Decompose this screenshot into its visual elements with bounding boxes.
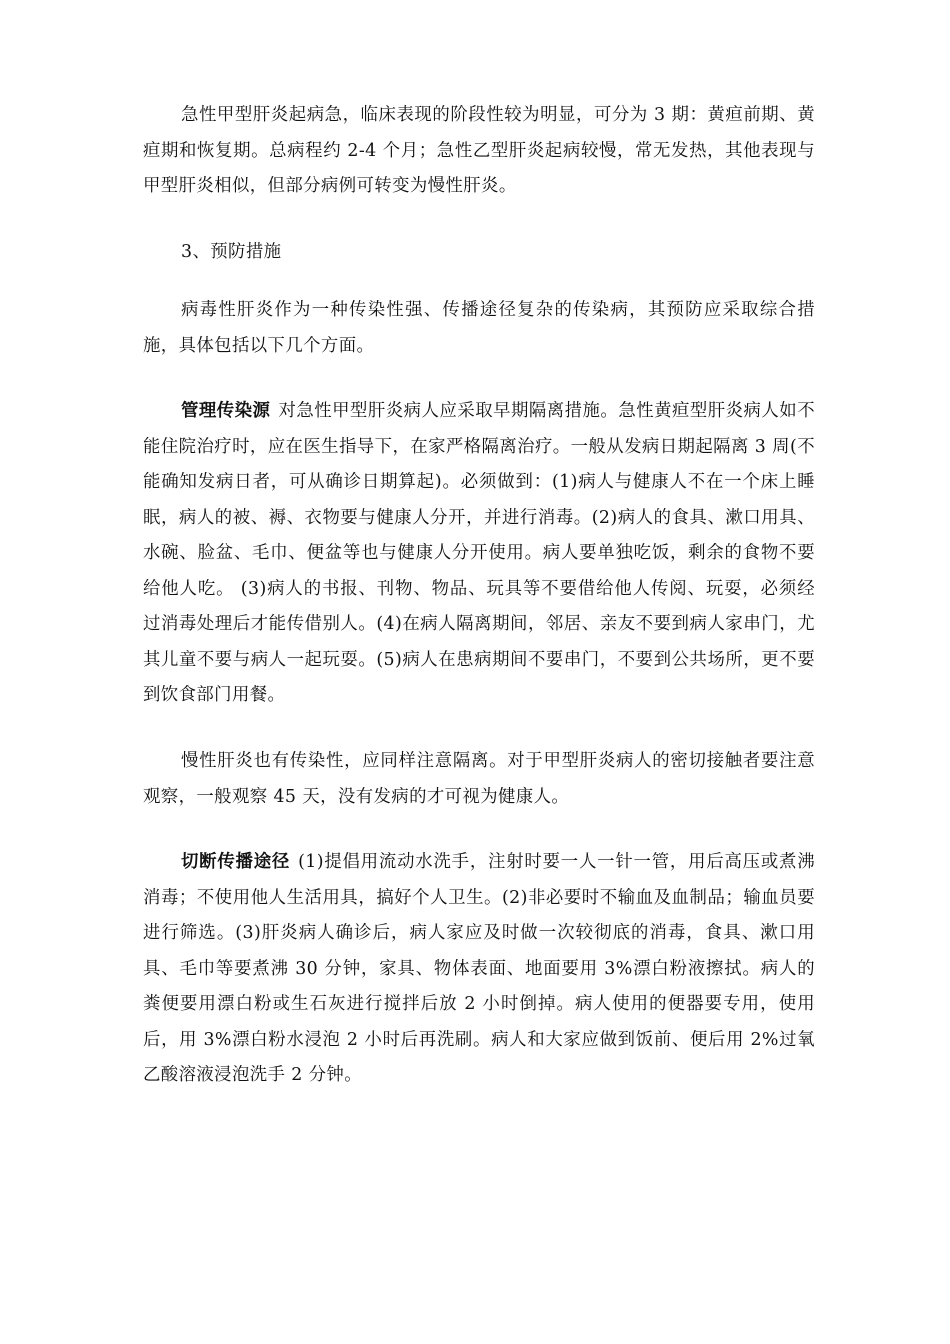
paragraph-chronic-hepatitis: 慢性肝炎也有传染性，应同样注意隔离。对于甲型肝炎病人的密切接触者要注意观察，一般观察 45 天，没有发病的才可视为健康人。 — [143, 751, 815, 807]
lead-term-manage-infection-source: 管理传染源 — [181, 401, 271, 421]
paragraph-cut-transmission-route — [143, 845, 815, 1094]
paragraph-body-cut-transmission-route: (1)提倡用流动水洗手，注射时要一人一针一管，用后高压或煮沸消毒；不使用他人生活用具，搞好个人卫生。(2)非必要时不输血及血制品；输血员要进行筛选。(3)肝炎病人确诊后，病人家应及时做一次较彻底的消毒，食具、漱口用具、毛巾等要煮沸 30 分钟，家具、物体表面、地面要用 3%漂白粉液擦拭。病人的粪便要用漂白粉或生石灰进行搅拌后放 2 小时倒掉。病人使用的便器要专用，使用后，用 3%漂白粉水浸泡 2 小时后再洗刷。病人和大家应做到饭前、便后用 2%过氧乙酸溶液浸泡洗手 2 分钟。 — [143, 852, 815, 1085]
paragraph-clinical-course: 急性甲型肝炎起病急，临床表现的阶段性较为明显，可分为 3 期：黄疸前期、黄疸期和恢复期。总病程约 2-4 个月；急性乙型肝炎起病较慢，常无发热，其他表现与甲型肝炎相似，但部分病例可转变为慢性肝炎。 — [143, 105, 815, 196]
section-heading-prevention: 3、预防措施 — [181, 242, 282, 262]
paragraph-manage-infection-source — [143, 394, 815, 714]
lead-term-cut-transmission-route: 切断传播途径 — [181, 852, 291, 872]
paragraph-prevention-intro: 病毒性肝炎作为一种传染性强、传播途径复杂的传染病，其预防应采取综合措施，具体包括以下几个方面。 — [143, 300, 815, 356]
paragraph-body-manage-infection-source: 对急性甲型肝炎病人应采取早期隔离措施。急性黄疸型肝炎病人如不能住院治疗时，应在医生指导下，在家严格隔离治疗。一般从发病日期起隔离 3 周(不能确知发病日者，可从确诊日期算起)。必须做到：(1)病人与健康人不在一个床上睡眠，病人的被、褥、衣物要与健康人分开，并进行消毒。(2)病人的食具、漱口用具、水碗、脸盆、毛巾、便盆等也与健康人分开使用。病人要单独吃饭，剩余的食物不要给他人吃。 (3)病人的书报、刊物、物品、玩具等不要借给他人传阅、玩耍，必须经过消毒处理后才能传借别人。(4)在病人隔离期间，邻居、亲友不要到病人家串门，尤其儿童不要与病人一起玩耍。(5)病人在患病期间不要串门，不要到公共场所，更不要到饮食部门用餐。 — [143, 401, 815, 705]
